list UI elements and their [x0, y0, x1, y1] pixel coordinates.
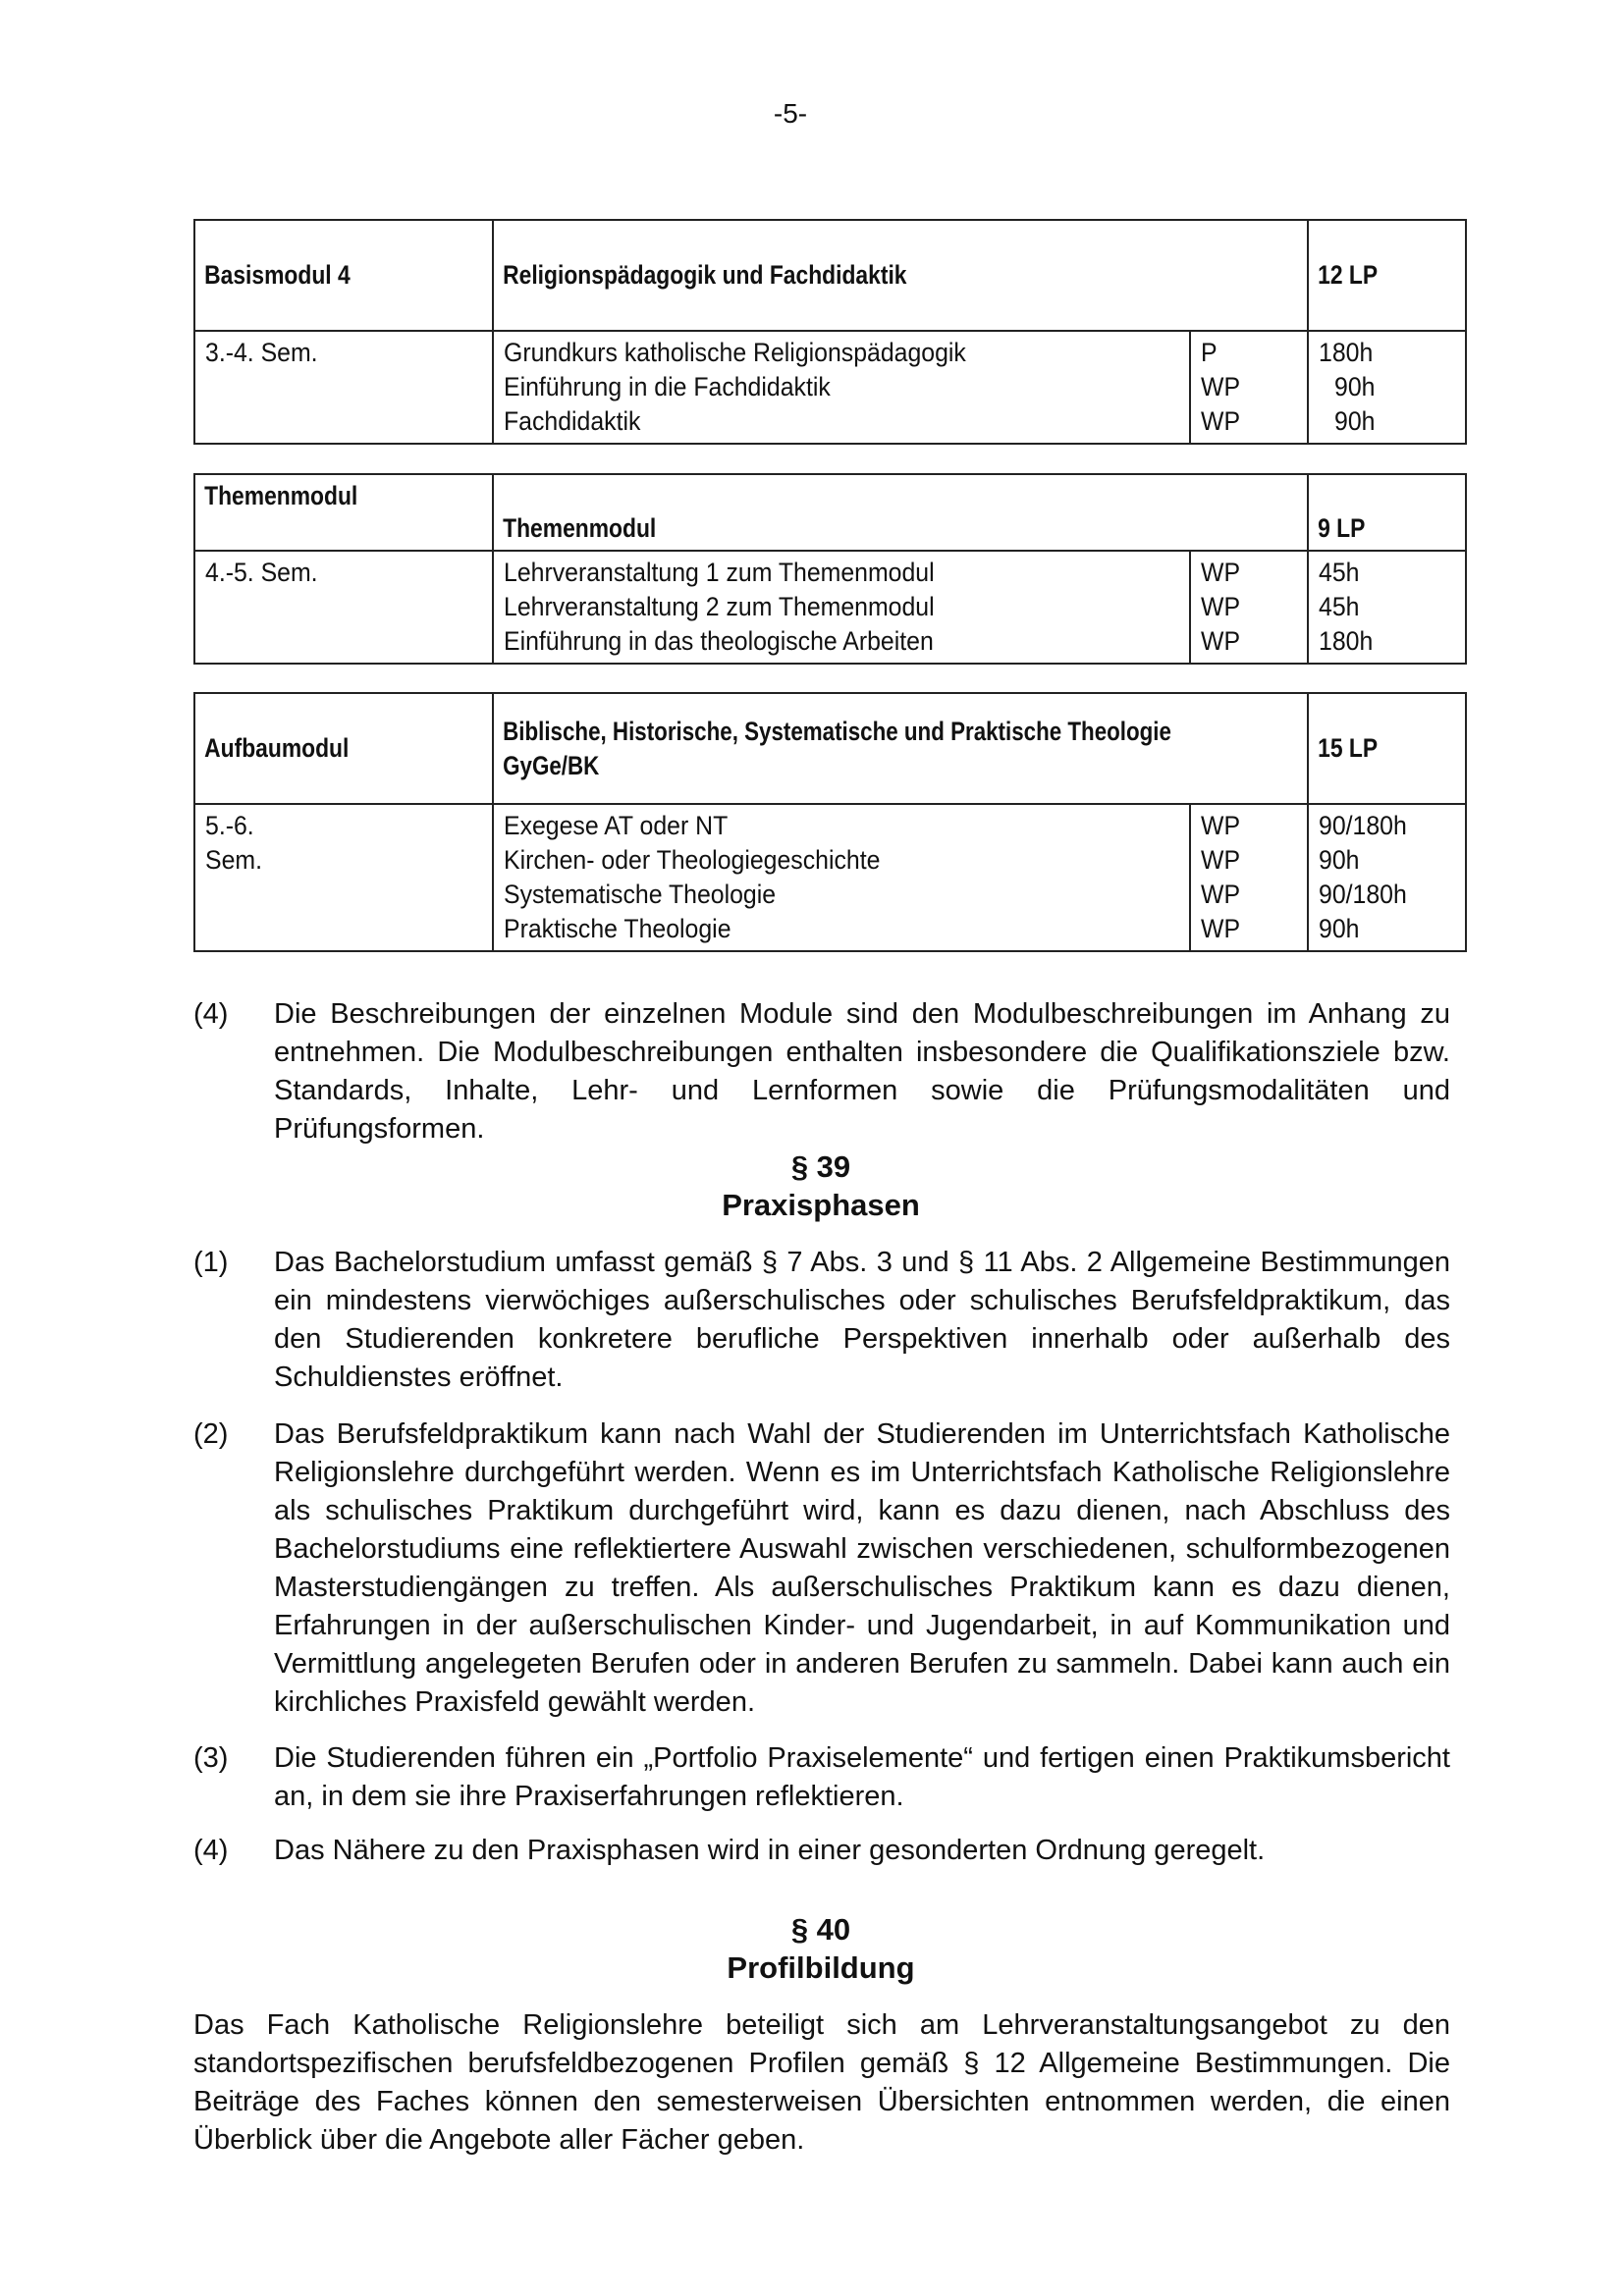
- course-hours: 90h: [1319, 845, 1360, 875]
- course-hours: 180h: [1319, 626, 1374, 656]
- paragraph-number: (4): [193, 1835, 229, 1866]
- course-type: P: [1201, 338, 1218, 367]
- course-type: WP: [1201, 406, 1241, 436]
- course-type: WP: [1201, 558, 1241, 587]
- module-lp: 9 LP: [1318, 513, 1366, 543]
- module-table-aufbaumodul: [193, 692, 1467, 952]
- module-lp: 12 LP: [1318, 260, 1379, 290]
- module-title: Biblische, Historische, Systematische und Praktische Theologie GyGe/BK: [503, 716, 1171, 780]
- section-39-paragraph-3: [193, 1739, 1450, 1816]
- module-name: Themenmodul: [204, 481, 358, 510]
- course-name: Einführung in das theologische Arbeiten: [504, 626, 934, 656]
- course-type: WP: [1201, 914, 1241, 943]
- module-semester: Sem.: [205, 845, 262, 875]
- page-number: -5-: [773, 98, 808, 129]
- paragraph-number: (2): [193, 1418, 229, 1450]
- course-name: Fachdidaktik: [504, 406, 641, 436]
- module-semester: 3.-4. Sem.: [205, 338, 318, 367]
- section-40-text: Das Fach Katholische Religionslehre beteiligt sich am Lehrveranstaltungsangebot zu den standortspezifischen berufsfeldbezogenen Profilen gemäß § 12 Allgemeine Bestimmungen. Die Beiträge des Faches können den semesterweisen Übersichten entnommen werden, die einen Überblick über die Angebote aller Fächer geben.: [193, 2009, 1450, 2156]
- course-hours: 90/180h: [1319, 880, 1407, 909]
- module-table-themenmodul: [193, 473, 1467, 665]
- course-type: WP: [1201, 811, 1241, 840]
- course-hours: 90h: [1334, 372, 1376, 401]
- paragraph-number: (4): [193, 998, 229, 1030]
- module-semester: 5.-6.: [205, 811, 254, 840]
- course-name: Lehrveranstaltung 1 zum Themenmodul: [504, 558, 935, 587]
- section-40-number: § 40: [790, 1912, 851, 1947]
- paragraph-number: (1): [193, 1247, 229, 1278]
- course-hours: 90/180h: [1319, 811, 1407, 840]
- module-semester: 4.-5. Sem.: [205, 558, 318, 587]
- section-39-paragraph-4: [193, 1832, 1450, 1870]
- course-name: Grundkurs katholische Religionspädagogik: [504, 338, 966, 367]
- course-name: Kirchen- oder Theologiegeschichte: [504, 845, 881, 875]
- course-hours: 90h: [1334, 406, 1376, 436]
- paragraph-text: Die Studierenden führen ein „Portfolio Praxiselemente“ und fertigen einen Praktikumsbericht an, in dem sie ihre Praxiserfahrungen reflektieren.: [274, 1742, 1450, 1812]
- course-hours: 180h: [1319, 338, 1374, 367]
- module-table-basismodul-4: [193, 219, 1467, 445]
- section-39-paragraph-1: [193, 1244, 1450, 1397]
- course-type: WP: [1201, 845, 1241, 875]
- course-type: WP: [1201, 880, 1241, 909]
- paragraph-text: Das Bachelorstudium umfasst gemäß § 7 Abs. 3 und § 11 Abs. 2 Allgemeine Bestimmungen ein mindestens vierwöchiges außerschulisches oder schulisches Berufsfeldpraktikum, das den Studierenden konkretere berufliche Perspektiven innerhalb oder außerhalb des Schuldienstes eröffnet.: [274, 1247, 1450, 1393]
- course-type: WP: [1201, 372, 1241, 401]
- section-39-paragraph-2: [193, 1415, 1450, 1722]
- course-name: Praktische Theologie: [504, 914, 731, 943]
- paragraph-number: (3): [193, 1742, 229, 1774]
- course-name: Lehrveranstaltung 2 zum Themenmodul: [504, 592, 935, 621]
- paragraph-module-descriptions: [193, 995, 1450, 1148]
- course-name: Exegese AT oder NT: [504, 811, 729, 840]
- module-title: Themenmodul: [503, 513, 657, 543]
- section-39-number: § 39: [790, 1149, 851, 1184]
- course-type: WP: [1201, 626, 1241, 656]
- module-title: Religionspädagogik und Fachdidaktik: [503, 260, 907, 290]
- paragraph-text: Das Berufsfeldpraktikum kann nach Wahl der Studierenden im Unterrichtsfach Katholische Religionslehre durchgeführt werden. Wenn es im Unterrichtsfach Katholische Religionslehre als schulisches Praktikum durchgeführt wird, kann es dazu dienen, nach Abschluss des Bachelorstudiums eine reflektiertere Auswahl zwischen verschiedenen, schulformbezogenen Masterstudiengängen zu treffen. Als außerschulisches Praktikum kann es dazu dienen, Erfahrungen in der außerschulischen Kinder- und Jugendarbeit, in auf Kommunikation und Vermittlung angelegeten Berufen oder in anderen Berufen zu sammeln. Dabei kann auch ein kirchliches Praxisfeld gewählt werden.: [274, 1418, 1450, 1718]
- paragraph-text: Die Beschreibungen der einzelnen Module sind den Modulbeschreibungen im Anhang zu entnehmen. Die Modulbeschreibungen enthalten insbesondere die Qualifikationsziele bzw. Standards, Inhalte, Lehr- und Lernformen sowie die Prüfungsmodalitäten und Prüfungsformen.: [274, 998, 1450, 1145]
- section-40-title: Profilbildung: [727, 1950, 915, 1985]
- course-name: Systematische Theologie: [504, 880, 777, 909]
- section-39-title: Praxisphasen: [722, 1188, 920, 1222]
- course-hours: 45h: [1319, 558, 1360, 587]
- paragraph-text: Das Nähere zu den Praxisphasen wird in einer gesonderten Ordnung geregelt.: [274, 1835, 1266, 1866]
- course-name: Einführung in die Fachdidaktik: [504, 372, 831, 401]
- module-lp: 15 LP: [1318, 733, 1379, 763]
- course-hours: 45h: [1319, 592, 1360, 621]
- course-hours: 90h: [1319, 914, 1360, 943]
- module-name: Aufbaumodul: [204, 733, 350, 763]
- module-name: Basismodul 4: [204, 260, 351, 290]
- course-type: WP: [1201, 592, 1241, 621]
